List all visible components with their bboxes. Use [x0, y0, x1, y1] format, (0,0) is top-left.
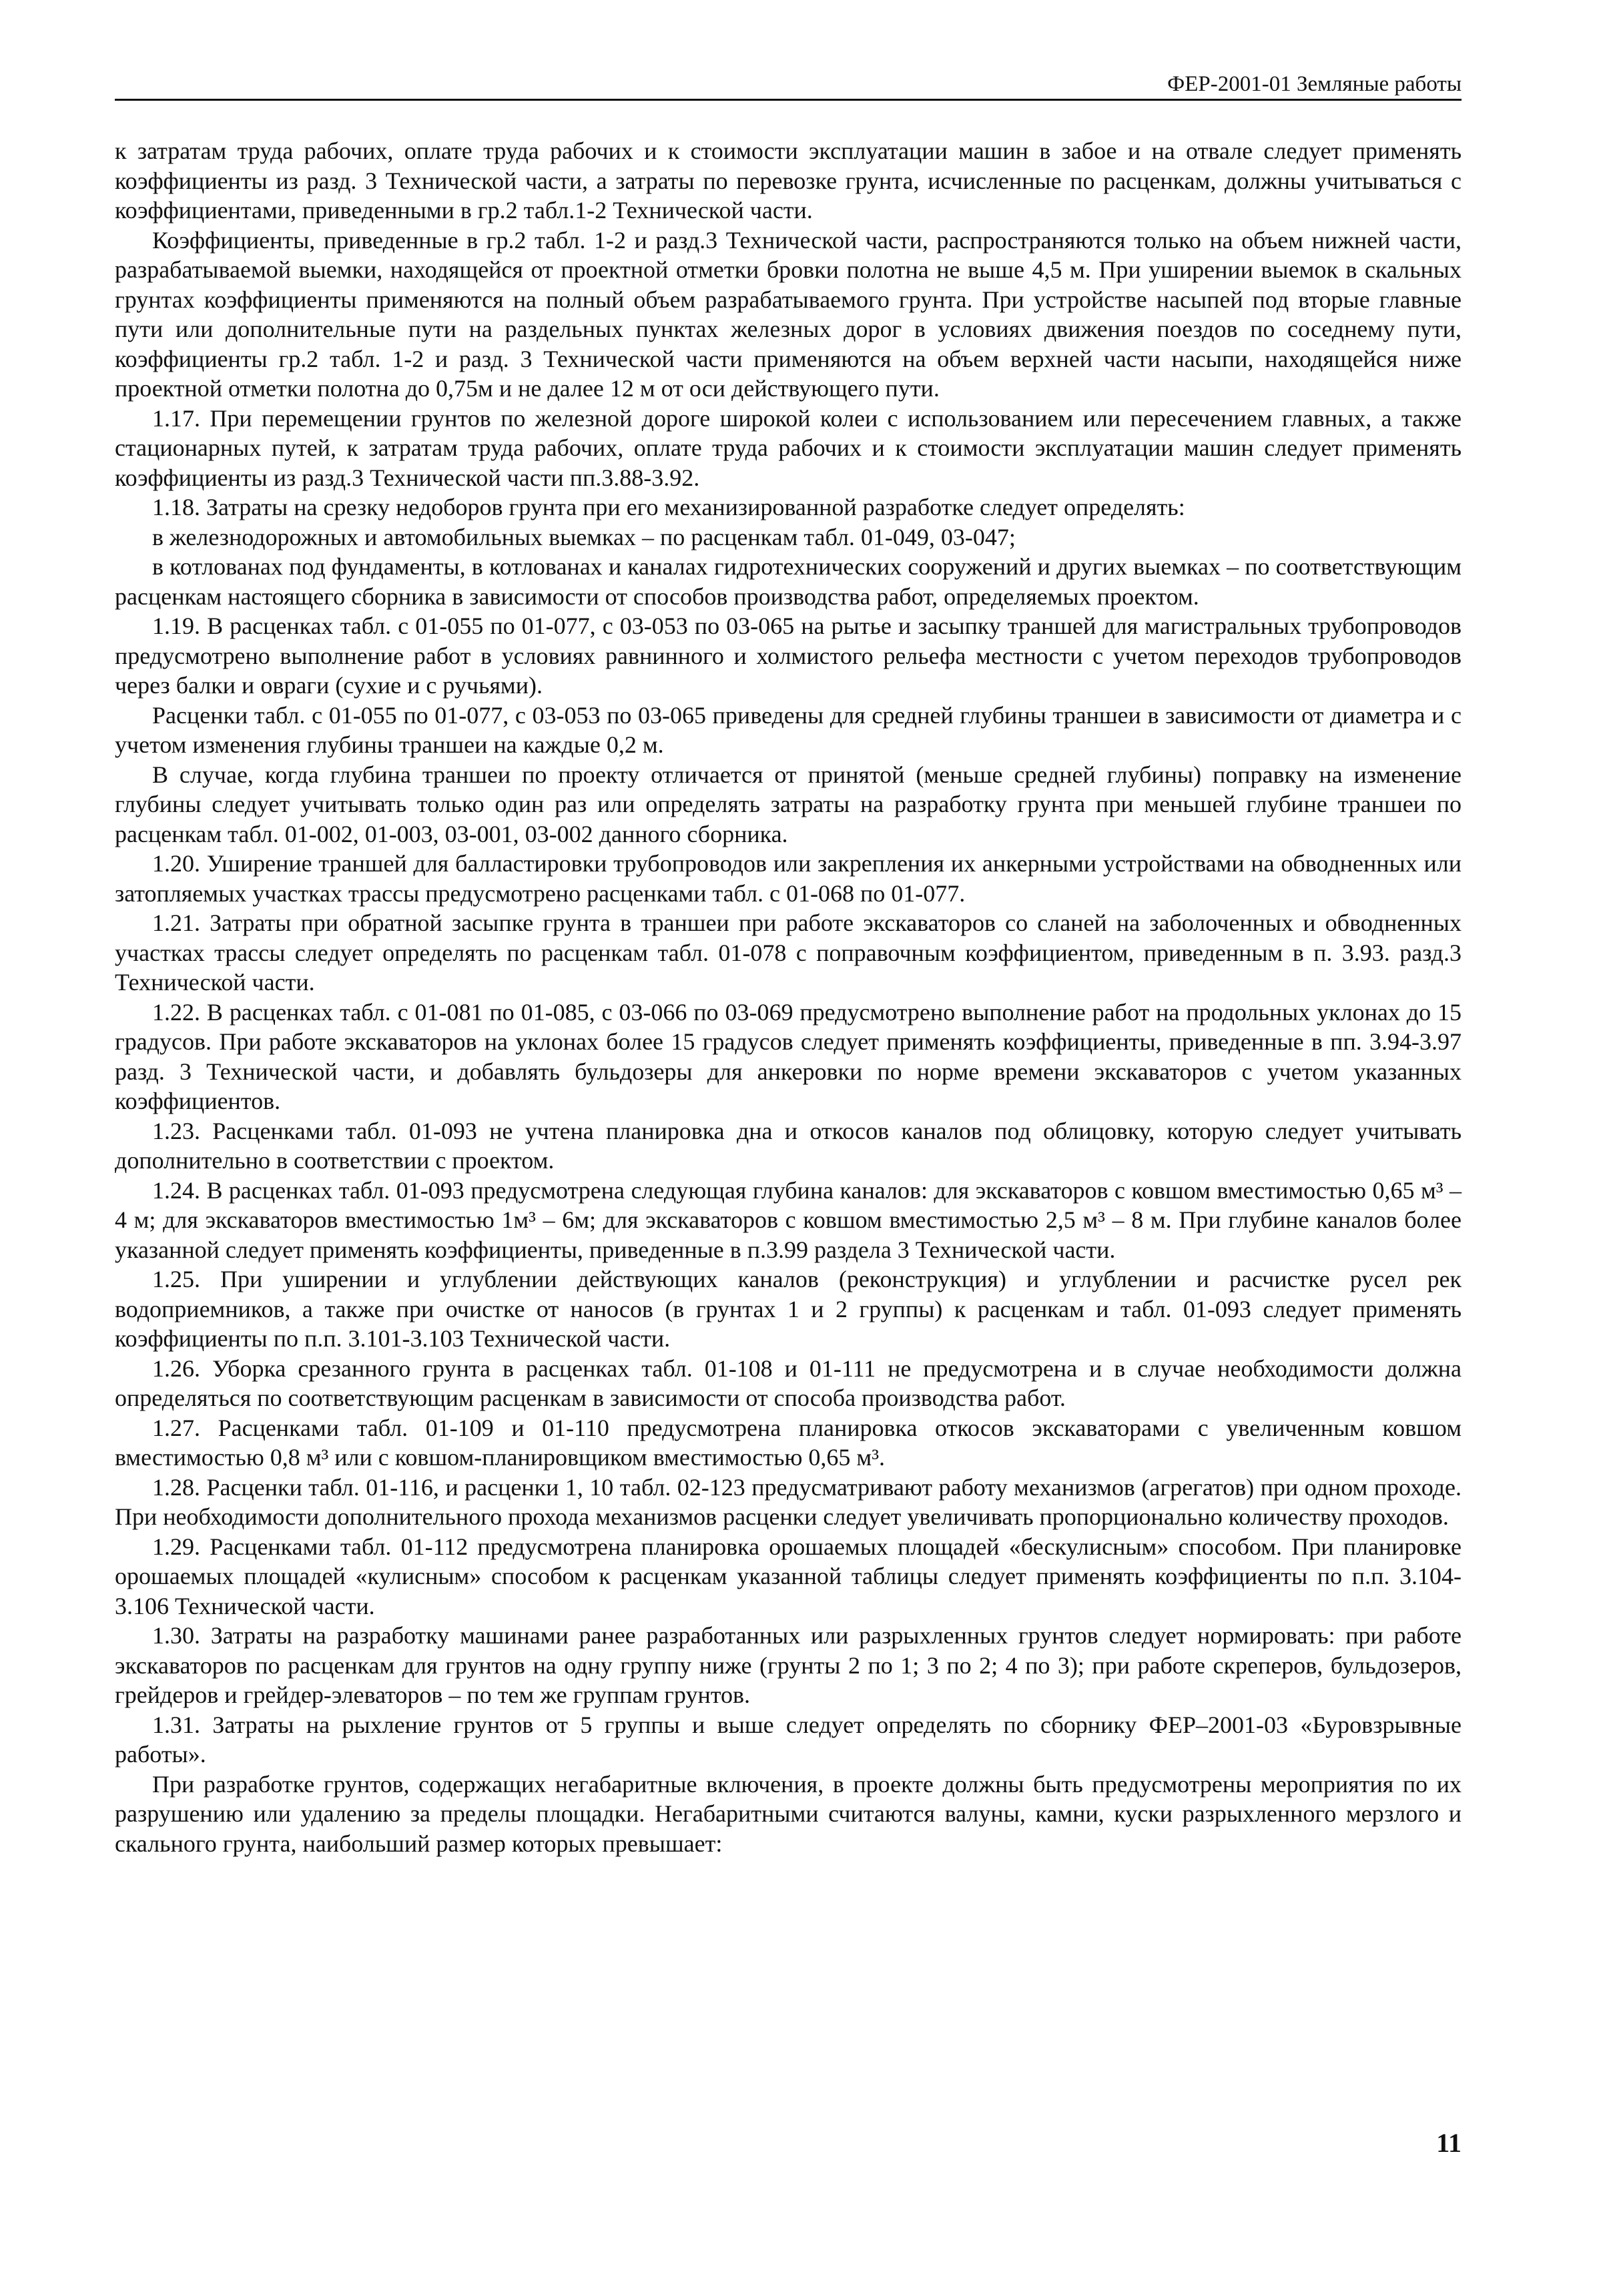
paragraph-1-17: 1.17. При перемещении грунтов по железной дороге широкой колеи с использованием или пересечением главных, а также стационарных путей, к затратам труда рабочих, оплате труда рабочих и к стоимости эксплуатации машин следует применять коэффициенты из разд.3 Технической части пп.3.88-3.92. — [115, 404, 1462, 491]
paragraph-1-25: 1.25. При уширении и углублении действующих каналов (реконструкция) и углублении и расчистке русел рек водоприемников, а также при очистке от наносов (в грунтах 1 и 2 группы) к расценкам и табл. 01-093 следует применять коэффициенты по п.п. 3.101-3.103 Технической части. — [115, 1266, 1462, 1352]
paragraph-1-19: 1.19. В расценках табл. с 01-055 по 01-077, с 03-053 по 03-065 на рытье и засыпку траншей для магистральных трубопроводов предусмотрено выполнение работ в условиях равнинного и холмистого рельефа местности с учетом переходов трубопроводов через балки и овраги (сухие и с ручьями). — [115, 613, 1462, 699]
paragraph-continuation: к затратам труда рабочих, оплате труда рабочих и к стоимости эксплуатации машин в забое и на отвале следует применять коэффициенты из разд. 3 Технической части, а затраты по перевозке грунта, исчисленные по расценкам, должны учитываться с коэффициентами, приведенными в гр.2 табл.1-2 Технической части. — [115, 137, 1462, 224]
body-text — [115, 136, 1462, 1858]
page-number: 11 — [1436, 2128, 1462, 2158]
paragraph-1-19-depth: Расценки табл. с 01-055 по 01-077, с 03-053 по 03-065 приведены для средней глубины траншеи в зависимости от диаметра и с учетом изменения глубины траншеи на каждые 0,2 м. — [115, 701, 1462, 758]
paragraph-oversized-inclusions: При разработке грунтов, содержащих негабаритные включения, в проекте должны быть предусмотрены мероприятия по их разрушению или удалению за пределы площадки. Негабаритными считаются валуны, камни, куски разрыхленного мерзлого и скального грунта, наибольший размер которых превышает: — [115, 1770, 1462, 1857]
paragraph-1-22: 1.22. В расценках табл. с 01-081 по 01-085, с 03-066 по 03-069 предусмотрено выполнение работ на продольных уклонах до 15 градусов. При работе экскаваторов на уклонах более 15 градусов следует применять коэффициенты, приведенные в пп. 3.94-3.97 разд. 3 Технической части, и добавлять бульдозеры для анкеровки по норме времени экскаваторов с учетом указанных коэффициентов. — [115, 998, 1462, 1114]
paragraph-1-21: 1.21. Затраты при обратной засыпке грунта в траншеи при работе экскаваторов со сланей на заболоченных и обводненных участках трассы следует определять по расценкам табл. 01-078 с поправочным коэффициентом, приведенным в п. 3.93. разд.3 Технической части. — [115, 909, 1462, 996]
paragraph-1-29: 1.29. Расценками табл. 01-112 предусмотрена планировка орошаемых площадей «бескулисным» способом. При планировке орошаемых площадей «кулисным» способом к расценкам указанной таблицы следует применять коэффициенты по п.п. 3.104-3.106 Технической части. — [115, 1533, 1462, 1619]
paragraph-1-18-pits: в котлованах под фундаменты, в котлованах и каналах гидротехнических сооружений и других выемках – по соответствующим расценкам настоящего сборника в зависимости от способов производства работ, определяемых проектом. — [115, 553, 1462, 610]
paragraph-1-19-case: В случае, когда глубина траншеи по проекту отличается от принятой (меньше средней глубины) поправку на изменение глубины следует учитывать только один раз или определять затраты на разработку грунта при меньшей глубине траншеи по расценкам табл. 01-002, 01-003, 03-001, 03-002 данного сборника. — [115, 761, 1462, 847]
paragraph-1-18-railway: в железнодорожных и автомобильных выемках – по расценкам табл. 01-049, 03-047; — [152, 523, 1016, 550]
running-header: ФЕР-2001-01 Земляные работы — [115, 69, 1462, 101]
paragraph-1-30: 1.30. Затраты на разработку машинами ранее разработанных или разрыхленных грунтов следует нормировать: при работе экскаваторов по расценкам для грунтов на одну группу ниже (грунты 2 по 1; 3 по 2; 4 по 3); при работе скреперов, бульдозеров, грейдеров и грейдер-элеваторов – по тем же группам грунтов. — [115, 1622, 1462, 1708]
paragraph-1-18: 1.18. Затраты на срезку недоборов грунта при его механизированной разработке следует определять: — [152, 494, 1185, 520]
paragraph-1-26: 1.26. Уборка срезанного грунта в расценках табл. 01-108 и 01-111 не предусмотрена и в случае необходимости должна определяться по соответствующим расценкам в зависимости от способа производства работ. — [115, 1355, 1462, 1411]
paragraph-1-31: 1.31. Затраты на рыхление грунтов от 5 группы и выше следует определять по сборнику ФЕР–2001-03 «Буровзрывные работы». — [115, 1711, 1462, 1768]
paragraph-1-20: 1.20. Уширение траншей для балластировки трубопроводов или закрепления их анкерными устройствами на обводненных или затопляемых участках трассы предусмотрено расценками табл. с 01-068 по 01-077. — [115, 850, 1462, 907]
paragraph-1-27: 1.27. Расценками табл. 01-109 и 01-110 предусмотрена планировка откосов экскаваторами с увеличенным ковшом вместимостью 0,8 м³ или с ковшом-планировщиком вместимостью 0,65 м³. — [115, 1414, 1462, 1471]
paragraph-1-24: 1.24. В расценках табл. 01-093 предусмотрена следующая глубина каналов: для экскаваторов с ковшом вместимостью 0,65 м³ – 4 м; для экскаваторов вместимостью 1м³ – 6м; для экскаваторов с ковшом вместимостью 2,5 м³ – 8 м. При глубине каналов более указанной следует применять коэффициенты, приведенные в п.3.99 раздела 3 Технической части. — [115, 1176, 1462, 1263]
paragraph-1-28: 1.28. Расценки табл. 01-116, и расценки 1, 10 табл. 02-123 предусматривают работу механизмов (агрегатов) при одном проходе. При необходимости дополнительного прохода механизмов расценки следует увеличивать пропорционально количеству проходов. — [115, 1473, 1462, 1530]
paragraph-1-23: 1.23. Расценками табл. 01-093 не учтена планировка дна и откосов каналов под облицовку, которую следует учитывать дополнительно в соответствии с проектом. — [115, 1117, 1462, 1174]
paragraph-coefficients: Коэффициенты, приведенные в гр.2 табл. 1-2 и разд.3 Технической части, распространяются только на объем нижней части, разрабатываемой выемки, находящейся от проектной отметки бровки полотна не выше 4,5 м. При уширении выемок в скальных грунтах коэффициенты применяются на полный объем разрабатываемого грунта. При устройстве насыпей под вторые главные пути или дополнительные пути на раздельных пунктах железных дорог в условиях движения поездов по соседнему пути, коэффициенты гр.2 табл. 1-2 и разд. 3 Технической части применяются на объем верхней части насыпи, находящейся ниже проектной отметки полотна до 0,75м и не далее 12 м от оси действующего пути. — [115, 226, 1462, 402]
